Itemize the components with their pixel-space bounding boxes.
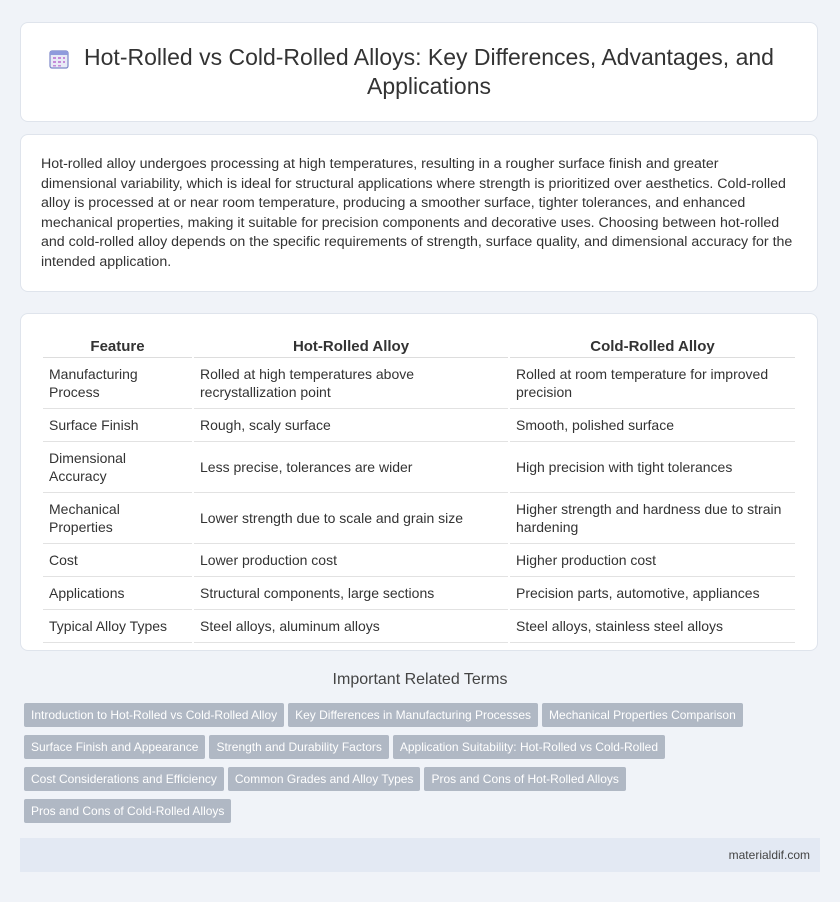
table-cell: Rough, scaly surface bbox=[194, 409, 508, 442]
table-cell: Structural components, large sections bbox=[194, 577, 508, 610]
table-cell: Cost bbox=[43, 544, 192, 577]
table-row bbox=[43, 544, 795, 577]
intro-text: Hot-rolled alloy undergoes processing at high temperatures, resulting in a rougher surface finish and greater dimensional variability, which is ideal for structural applications where strength is prioritized over aesthetics. Cold-rolled alloy is processed at or near room temperature, producing a smoother surface, tighter tolerances, and enhanced mechanical properties, making it suitable for precision components and decorative uses. Choosing between hot-rolled and cold-rolled alloy depends on the specific requirements of strength, surface quality, and dimensional accuracy for the intended application. bbox=[41, 156, 793, 270]
comparison-table-card bbox=[20, 313, 818, 651]
table-cell: Precision parts, automotive, appliances bbox=[510, 577, 795, 610]
table-cell: Typical Alloy Types bbox=[43, 610, 192, 643]
table-cell: Higher production cost bbox=[510, 544, 795, 577]
footer-site: materialdif.com bbox=[728, 848, 810, 862]
table-row bbox=[43, 358, 795, 409]
table-row bbox=[43, 577, 795, 610]
table-header: Hot-Rolled Alloy bbox=[194, 332, 508, 358]
table-cell: Manufacturing Process bbox=[43, 358, 192, 409]
table-header-row bbox=[43, 332, 795, 358]
related-term-tag[interactable]: Common Grades and Alloy Types bbox=[228, 767, 421, 791]
header-card bbox=[20, 22, 818, 122]
table-cell: Higher strength and hardness due to strain hardening bbox=[510, 493, 795, 544]
related-term-tag[interactable]: Surface Finish and Appearance bbox=[24, 735, 205, 759]
related-term-tag[interactable]: Pros and Cons of Cold-Rolled Alloys bbox=[24, 799, 231, 823]
comparison-table bbox=[41, 332, 797, 643]
related-term-tag[interactable]: Cost Considerations and Efficiency bbox=[24, 767, 224, 791]
table-cell: Surface Finish bbox=[43, 409, 192, 442]
table-cell: Steel alloys, aluminum alloys bbox=[194, 610, 508, 643]
table-row bbox=[43, 442, 795, 493]
table-cell: Mechanical Properties bbox=[43, 493, 192, 544]
table-cell: Rolled at high temperatures above recrystallization point bbox=[194, 358, 508, 409]
related-term-tag[interactable]: Strength and Durability Factors bbox=[209, 735, 388, 759]
table-cell: Lower production cost bbox=[194, 544, 508, 577]
related-terms-title: Important Related Terms bbox=[332, 671, 508, 688]
related-term-tag[interactable]: Application Suitability: Hot-Rolled vs Cold-Rolled bbox=[393, 735, 665, 759]
table-cell: Steel alloys, stainless steel alloys bbox=[510, 610, 795, 643]
table-cell: Smooth, polished surface bbox=[510, 409, 795, 442]
page-title: Hot-Rolled vs Cold-Rolled Alloys: Key Differences, Advantages, and Applications bbox=[84, 44, 774, 99]
table-cell: Lower strength due to scale and grain size bbox=[194, 493, 508, 544]
related-term-tag[interactable]: Mechanical Properties Comparison bbox=[542, 703, 743, 727]
related-term-tag[interactable]: Pros and Cons of Hot-Rolled Alloys bbox=[424, 767, 625, 791]
table-cell: High precision with tight tolerances bbox=[510, 442, 795, 493]
intro-card bbox=[20, 134, 818, 292]
table-row bbox=[43, 409, 795, 442]
table-cell: Less precise, tolerances are wider bbox=[194, 442, 508, 493]
table-cell: Applications bbox=[43, 577, 192, 610]
related-terms-list bbox=[24, 703, 804, 831]
related-term-tag[interactable]: Introduction to Hot-Rolled vs Cold-Rolled Alloy bbox=[24, 703, 284, 727]
table-cell: Rolled at room temperature for improved precision bbox=[510, 358, 795, 409]
table-cell: Dimensional Accuracy bbox=[43, 442, 192, 493]
table-row bbox=[43, 493, 795, 544]
table-header: Cold-Rolled Alloy bbox=[510, 332, 795, 358]
footer bbox=[20, 838, 820, 872]
table-header: Feature bbox=[43, 332, 192, 358]
related-term-tag[interactable]: Key Differences in Manufacturing Processes bbox=[288, 703, 538, 727]
table-row bbox=[43, 610, 795, 643]
